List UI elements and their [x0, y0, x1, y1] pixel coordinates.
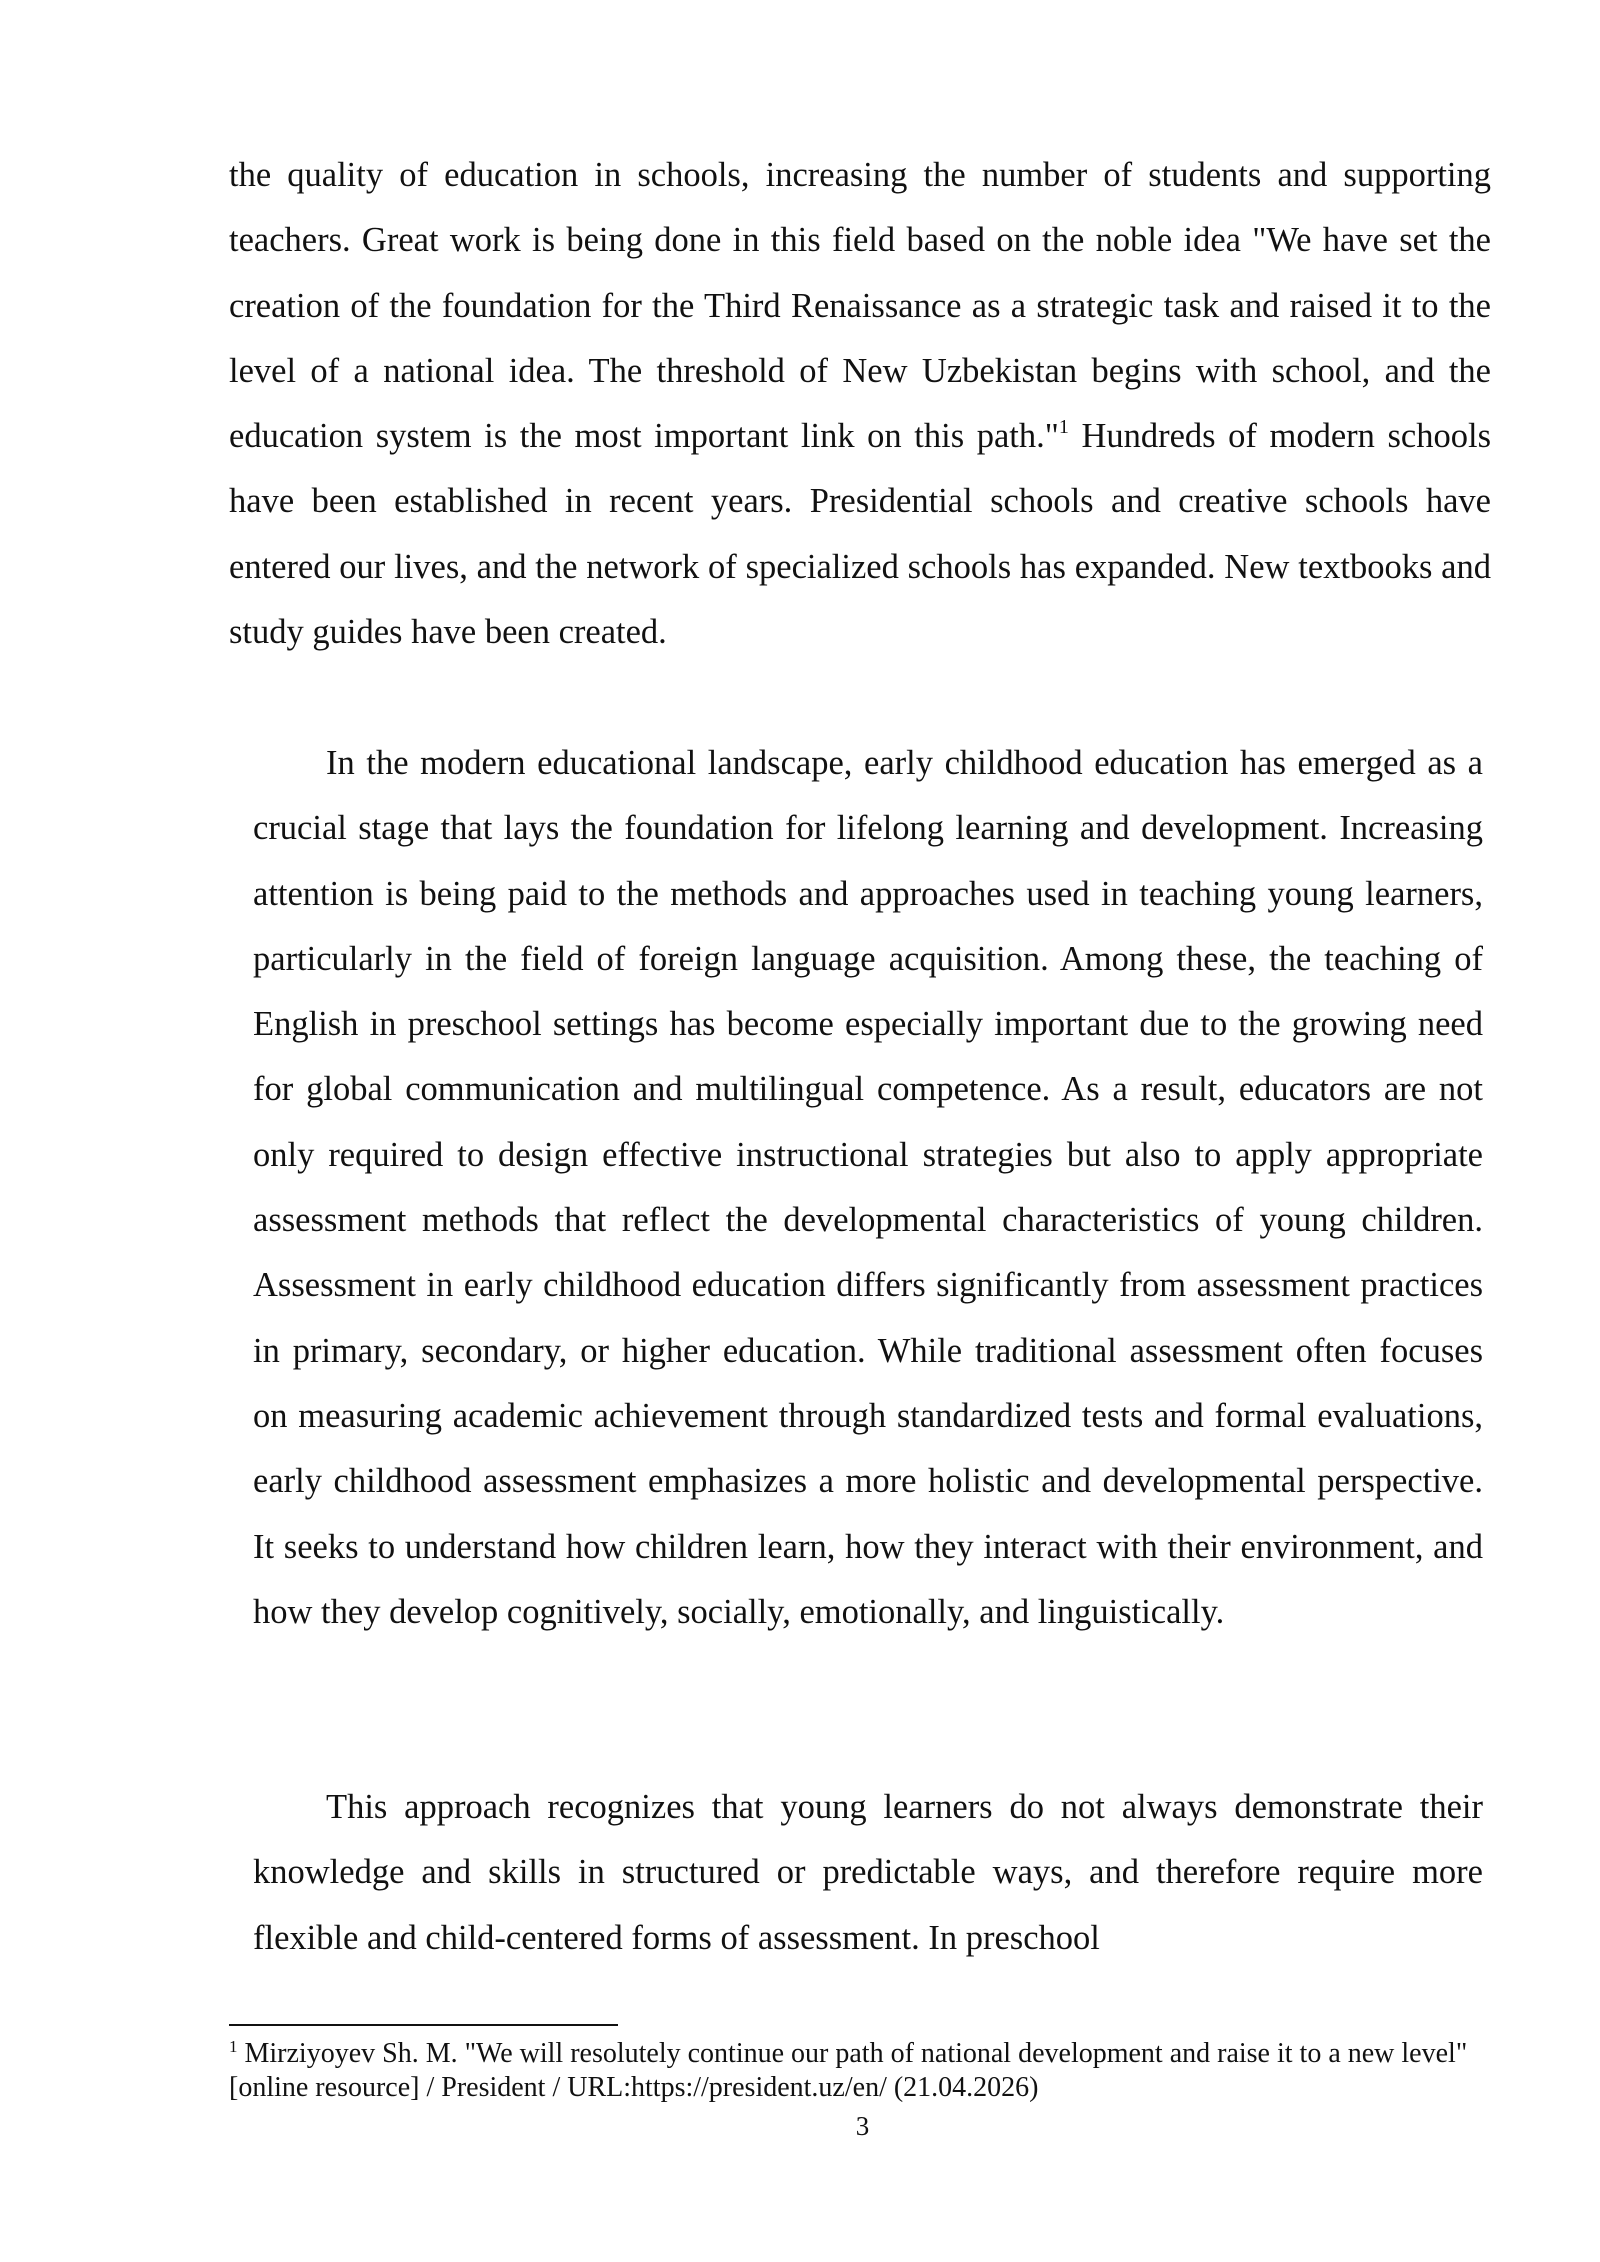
body-paragraph: This approach recognizes that young learners do not always demonstrate their knowledge and skills in structured or predictable ways, and therefore require more flexible and child-centered forms of assessment. In preschool [253, 1788, 1483, 1957]
footnote [229, 2037, 1491, 2105]
body-paragraph: In the modern educational landscape, early childhood education has emerged as a crucial stage that lays the foundation for lifelong learning and development. Increasing attention is being paid to the methods and approaches used in teaching young learners, particularly in the field of foreign language acquisition. Among these, the teaching of English in preschool settings has become especially important due to the growing need for global communication and multilingual competence. As a result, educators are not only required to design effective instructional strategies but also to apply appropriate assessment methods that reflect the developmental characteristics of young children. Assessment in early childhood education differs significantly from assessment practices in primary, secondary, or higher education. While traditional assessment often focuses on measuring academic achievement through standardized tests and formal evaluations, early childhood assessment emphasizes a more holistic and developmental perspective. It seeks to understand how children learn, how they interact with their environment, and how they develop cognitively, socially, emotionally, and linguistically. [253, 744, 1483, 1631]
paragraph-text: the quality of education in schools, increasing the number of students and supporting teachers. Great work is being done in this field based on the noble idea "We have set the creation of the foundation for the Third Renaissance as a strategic task and raised it to the level of a national idea. The threshold of New Uzbekistan begins with school, and the education system is the most important link on this path." [229, 156, 1491, 456]
footnote-marker: 1 [229, 2037, 238, 2056]
footnote-separator [229, 2024, 618, 2026]
footnote-reference[interactable]: 1 [1058, 416, 1069, 439]
page-number: 3 [855, 2111, 870, 2141]
footnote-text: Mirziyoyev Sh. M. "We will resolutely continue our path of national development and raise it to a new level" [online resource] / President / URL:https://president.uz/en/ (21.04.2026) [229, 2038, 1468, 2103]
paragraph-text: Hundreds of modern schools have been established in recent years. Presidential schools and creative schools have entered our lives, and the network of specialized schools has expanded. New textbooks and study guides have been created. [229, 417, 1491, 652]
body-paragraph [229, 143, 1491, 665]
